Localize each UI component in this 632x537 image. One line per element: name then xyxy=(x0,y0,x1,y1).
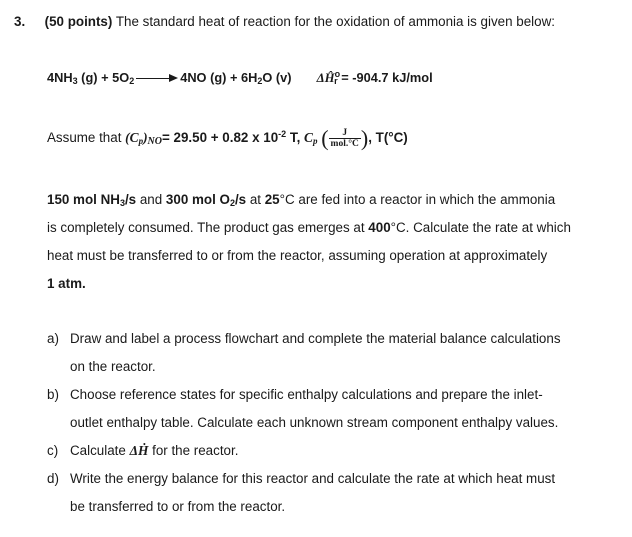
dh-superscript: o xyxy=(334,69,341,79)
o2-subscript: 2 xyxy=(129,76,135,86)
item-c-text: Calculate xyxy=(70,443,126,458)
feed-temp: 25 xyxy=(264,192,280,207)
item-a-label: a) xyxy=(47,331,59,346)
paragraph-line-1 xyxy=(47,192,555,207)
item-d-line-2: be transferred to or from the reactor. xyxy=(70,499,286,514)
cp-expr-b: T, xyxy=(286,130,301,146)
item-c-label: c) xyxy=(47,443,59,458)
item-d-line-1: Write the energy balance for this reactor and calculate the rate at which heat must xyxy=(70,471,556,486)
question-intro: The standard heat of reaction for the oxidation of ammonia is given below: xyxy=(115,14,555,29)
cp2-subscript: p xyxy=(312,136,318,147)
feed-o2: 300 mol O xyxy=(165,192,230,207)
at-text: at xyxy=(246,192,265,207)
question-points: (50 points) xyxy=(44,14,113,29)
unit-numerator: J xyxy=(342,128,348,138)
reaction-arrow-icon xyxy=(136,74,178,84)
h2o-subscript: 2 xyxy=(257,76,263,86)
feed-o2-unit: /s xyxy=(234,192,247,207)
delta-hdot-symbol: ΔḢ xyxy=(129,443,149,458)
cp-expression xyxy=(47,125,408,151)
question-header xyxy=(14,14,555,29)
item-a-line-2: on the reactor. xyxy=(70,359,156,374)
cp-species: NO xyxy=(147,136,162,148)
reactant-nh3: 4NH xyxy=(47,70,73,85)
cp-exponent: -2 xyxy=(278,129,287,140)
line1-tail: °C are fed into a reactor in which the ammonia xyxy=(279,192,556,207)
paragraph-line-2 xyxy=(47,220,571,235)
paragraph-line-3: heat must be transferred to or from the reactor, assuming operation at approximately xyxy=(47,248,548,263)
item-b-line-2: outlet enthalpy table. Calculate each unknown stream component enthalpy values. xyxy=(70,415,559,430)
unit-fraction xyxy=(329,128,361,149)
item-d-label: d) xyxy=(47,471,59,486)
line2-tail: °C. Calculate the rate at which xyxy=(390,220,571,235)
paren-open: ( xyxy=(321,125,329,151)
item-b-label: b) xyxy=(47,387,59,402)
item-c-line-1 xyxy=(70,443,238,459)
cp-expr-a: = 29.50 + 0.82 x 10 xyxy=(161,130,279,146)
delta-h-symbol: ΔĤ xyxy=(316,71,335,85)
line2-head: is completely consumed. The product gas emerges at xyxy=(47,220,369,235)
cp-subscript: p xyxy=(138,136,144,147)
cp-symbol: (C xyxy=(125,130,139,146)
delta-h-value: = -904.7 kJ/mol xyxy=(341,70,433,85)
dh-subscript: r xyxy=(334,76,338,86)
cp-close: ) xyxy=(143,130,148,146)
product-h2o: O (v) xyxy=(262,70,292,85)
feed-nh3-sub: 3 xyxy=(119,198,125,208)
item-b-line-1: Choose reference states for specific enthalpy calculations and prepare the inlet- xyxy=(70,387,543,402)
t-unit: , T(°C) xyxy=(368,130,408,146)
paren-close: ) xyxy=(360,125,369,151)
paragraph-line-4: 1 atm. xyxy=(47,276,86,291)
nh3-subscript: 3 xyxy=(72,76,78,86)
reaction-equation xyxy=(47,70,433,86)
item-c-tail: for the reactor. xyxy=(148,443,239,458)
reactant-state: (g) + 5O xyxy=(77,70,130,85)
feed-nh3-unit: /s xyxy=(124,192,137,207)
feed-o2-sub: 2 xyxy=(229,198,235,208)
product-no: 4NO (g) + 6H xyxy=(180,70,258,85)
question-number: 3. xyxy=(14,14,26,29)
cp2-symbol: C xyxy=(304,130,313,146)
product-temp: 400 xyxy=(368,220,391,235)
assume-text: Assume that xyxy=(47,130,122,146)
and-text: and xyxy=(136,192,166,207)
item-a-line-1: Draw and label a process flowchart and complete the material balance calculations xyxy=(70,331,561,346)
feed-nh3: 150 mol NH xyxy=(47,192,120,207)
unit-denominator: mol.°C xyxy=(330,139,359,149)
